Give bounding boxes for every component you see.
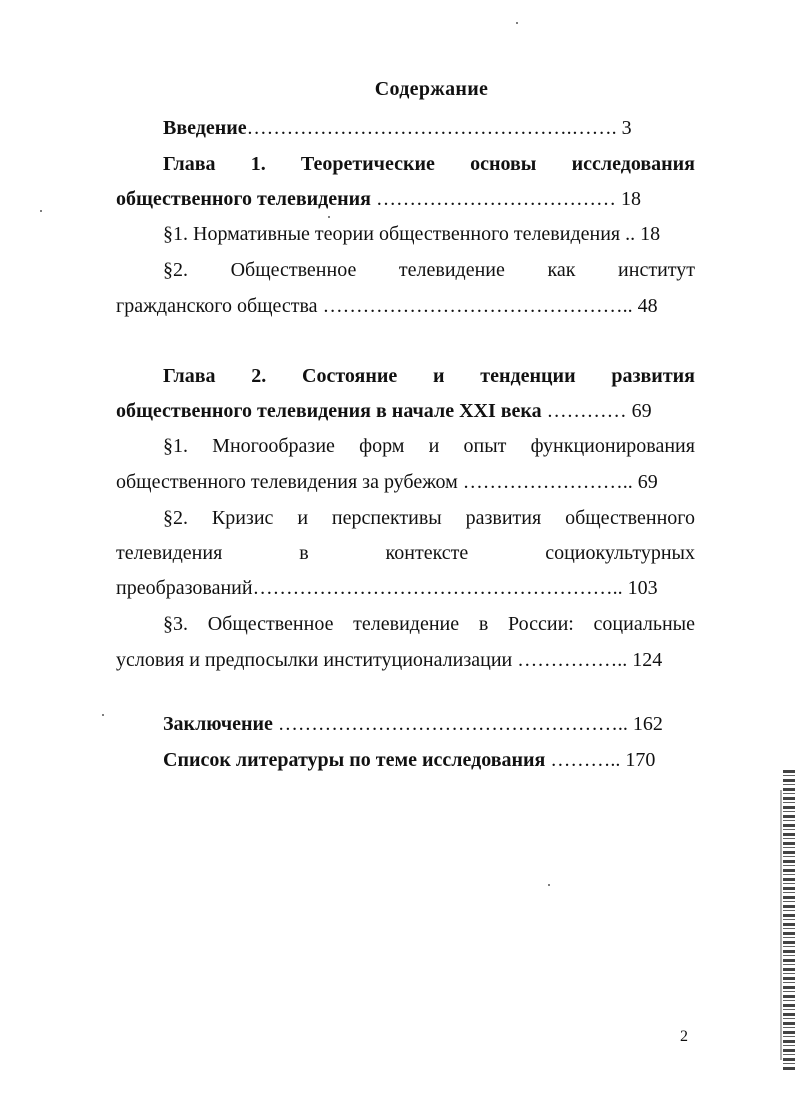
toc-section-1-2-line-1: [163, 258, 695, 282]
word: Кризис: [211, 507, 274, 529]
scan-speck: [40, 210, 42, 212]
word: контексте: [385, 542, 469, 564]
entry-label: Список литературы по теме исследования: [163, 749, 546, 771]
leader-dots: ……………………..: [457, 471, 633, 493]
word: Общественное: [230, 259, 357, 281]
toc-section-2-2-line-2: [116, 541, 695, 565]
entry-label: общественного телевидения в начале XXI века: [116, 400, 542, 422]
entry-page: 170: [625, 749, 656, 771]
word: Состояние: [302, 365, 398, 387]
leader-dots: ……………………………………………..: [272, 713, 628, 735]
toc-section-1-1: [163, 222, 660, 246]
toc-chapter-2-line-2: [116, 399, 652, 423]
leader-dots: ………………………………………………..: [252, 577, 623, 599]
word: и: [297, 507, 309, 529]
leader-dots: …………: [541, 400, 627, 422]
word: и: [433, 365, 445, 387]
entry-label: общественного телевидения за рубежом: [116, 471, 458, 493]
word: функционирования: [530, 435, 695, 457]
word: Многообразие: [212, 435, 335, 457]
word: общественного: [565, 507, 695, 529]
word: Глава: [163, 153, 216, 175]
word: Теоретические: [300, 153, 435, 175]
word: телевидение: [398, 259, 505, 281]
word: Глава: [163, 365, 216, 387]
toc-section-2-1-line-2: [116, 470, 658, 494]
word: и: [428, 435, 440, 457]
entry-label: общественного телевидения: [116, 188, 371, 210]
entry-page: 162: [632, 713, 663, 735]
word: Общественное: [207, 613, 334, 635]
word: социальные: [593, 613, 695, 635]
leader-dots: ………………………………………….…….: [246, 117, 617, 139]
word: развития: [465, 507, 542, 529]
word: телевидение: [353, 613, 460, 635]
leader-dots: ..: [620, 223, 636, 245]
entry-label: Введение: [163, 117, 247, 139]
page-number: 2: [680, 1028, 688, 1045]
word: России:: [507, 613, 574, 635]
scan-speck: [548, 884, 550, 886]
toc-section-2-1-line-1: [163, 434, 695, 458]
word: в: [478, 613, 489, 635]
word: телевидения: [116, 542, 223, 564]
scan-speck: [328, 216, 330, 218]
entry-page: 69: [631, 400, 652, 422]
toc-section-2-2-line-1: [163, 506, 695, 530]
word: §2.: [163, 259, 188, 281]
entry-page: 124: [632, 649, 663, 671]
word: социокультурных: [545, 542, 695, 564]
word: 2.: [251, 365, 267, 387]
toc-section-1-2-line-2: [116, 294, 658, 318]
toc-section-2-2-line-3: [116, 576, 658, 600]
leader-dots: ………………………………: [371, 188, 616, 210]
word: §1.: [163, 435, 188, 457]
entry-page: 69: [637, 471, 658, 493]
toc-chapter-1-line-2: [116, 187, 641, 211]
leader-dots: ……………..: [512, 649, 628, 671]
toc-section-2-3-line-2: [116, 648, 662, 672]
word: перспективы: [331, 507, 442, 529]
entry-page: 18: [621, 188, 641, 210]
word: исследования: [571, 153, 695, 175]
scan-speck: [516, 22, 518, 24]
word: §2.: [163, 507, 188, 529]
entry-label: §1. Нормативные теории общественного телевидения: [163, 223, 621, 245]
word: §3.: [163, 613, 188, 635]
leader-dots: ………………………………………..: [317, 295, 633, 317]
word: форм: [359, 435, 405, 457]
word: в: [299, 542, 309, 564]
scan-edge-line: [780, 790, 782, 1060]
toc-title: Содержание: [374, 78, 489, 100]
scan-edge-artifact: [783, 770, 795, 1070]
entry-page: 48: [637, 295, 658, 317]
toc-chapter-2-line-1: [163, 364, 695, 388]
word: как: [547, 259, 576, 281]
toc-section-2-3-line-1: [163, 612, 695, 636]
leader-dots: ………..: [545, 749, 621, 771]
word: тенденции: [480, 365, 576, 387]
entry-label: Заключение: [163, 713, 273, 735]
toc-entry-intro: [163, 116, 632, 140]
entry-label: условия и предпосылки институционализации: [116, 649, 513, 671]
entry-label: гражданского общества: [116, 295, 318, 317]
word: опыт: [463, 435, 507, 457]
word: развития: [611, 365, 695, 387]
entry-label: преобразований: [116, 577, 253, 599]
scan-speck: [102, 714, 104, 716]
word: 1.: [250, 153, 266, 175]
toc-chapter-1-line-1: [163, 152, 695, 176]
toc-entry-conclusion: [163, 712, 663, 736]
entry-page: 18: [640, 223, 661, 245]
toc-entry-literature: [163, 748, 655, 772]
entry-page: 3: [621, 117, 632, 139]
word: институт: [618, 259, 695, 281]
entry-page: 103: [627, 577, 658, 599]
word: основы: [470, 153, 537, 175]
